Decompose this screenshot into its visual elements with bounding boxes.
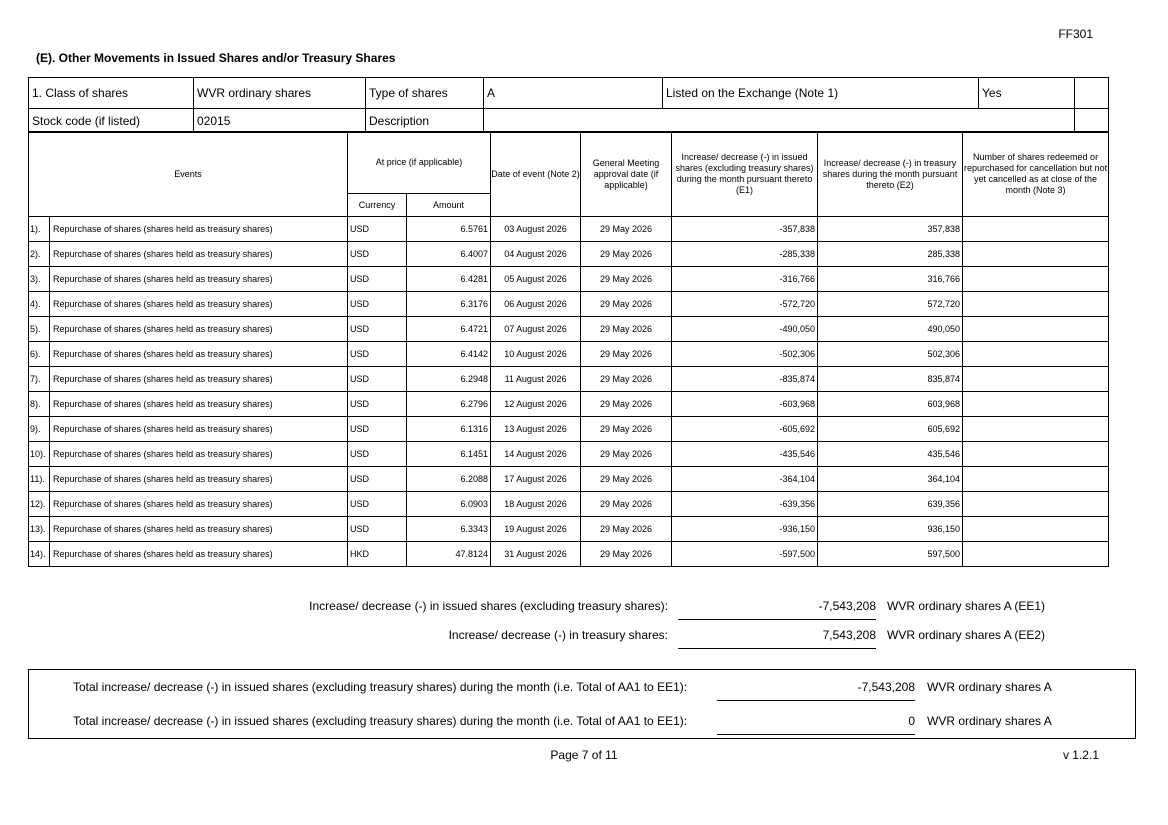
event-description: Repurchase of shares (shares held as treasury shares) xyxy=(50,292,348,317)
event-date-cell: 10 August 2026 xyxy=(491,342,581,367)
e1-change-cell: -835,874 xyxy=(672,367,818,392)
row-index: 11). xyxy=(29,467,50,492)
redeemed-cell xyxy=(963,392,1109,417)
listed-value: Yes xyxy=(979,78,1075,109)
e2-change-cell: 835,874 xyxy=(818,367,963,392)
currency-cell: USD xyxy=(348,267,407,292)
e1-change-cell: -364,104 xyxy=(672,467,818,492)
col-currency: Currency xyxy=(348,194,407,217)
e1-change-cell: -639,356 xyxy=(672,492,818,517)
redeemed-cell xyxy=(963,492,1109,517)
e2-change-cell: 572,720 xyxy=(818,292,963,317)
e1-change-cell: -285,338 xyxy=(672,242,818,267)
total-line1-unit: WVR ordinary shares A xyxy=(927,680,1052,694)
events-table xyxy=(28,131,1109,567)
table-row xyxy=(29,417,1109,442)
table-row xyxy=(29,542,1109,567)
table-row xyxy=(29,517,1109,542)
total-line2-unit: WVR ordinary shares A xyxy=(927,714,1052,728)
row-index: 3). xyxy=(29,267,50,292)
event-date-cell: 04 August 2026 xyxy=(491,242,581,267)
description-value xyxy=(484,109,1075,133)
class-of-shares-label: 1. Class of shares xyxy=(29,78,194,109)
event-description: Repurchase of shares (shares held as treasury shares) xyxy=(50,267,348,292)
event-description: Repurchase of shares (shares held as treasury shares) xyxy=(50,242,348,267)
row-index: 7). xyxy=(29,367,50,392)
currency-cell: USD xyxy=(348,492,407,517)
event-description: Repurchase of shares (shares held as treasury shares) xyxy=(50,442,348,467)
event-date-cell: 03 August 2026 xyxy=(491,217,581,242)
stock-code-value: 02015 xyxy=(194,109,366,133)
e2-change-cell: 285,338 xyxy=(818,242,963,267)
table-row xyxy=(29,342,1109,367)
col-date: Date of event (Note 2) xyxy=(491,132,581,217)
currency-cell: USD xyxy=(348,367,407,392)
e1-change-cell: -597,500 xyxy=(672,542,818,567)
class-of-shares-value: WVR ordinary shares xyxy=(194,78,366,109)
events-body xyxy=(29,217,1109,567)
currency-cell: HKD xyxy=(348,542,407,567)
share-class-header xyxy=(28,77,1109,133)
col-redeemed: Number of shares redeemed or repurchased for cancellation but not yet cancelled as at close of the month (Note 3) xyxy=(963,132,1109,217)
e2-change-cell: 364,104 xyxy=(818,467,963,492)
form-code: FF301 xyxy=(1058,27,1093,41)
gm-approval-date-cell: 29 May 2026 xyxy=(581,367,672,392)
currency-cell: USD xyxy=(348,317,407,342)
listed-extra-cell xyxy=(1075,78,1109,109)
table-row xyxy=(29,492,1109,517)
table-row xyxy=(29,392,1109,417)
event-date-cell: 18 August 2026 xyxy=(491,492,581,517)
row-index: 2). xyxy=(29,242,50,267)
ee1-label: Increase/ decrease (-) in issued shares (excluding treasury shares): xyxy=(309,599,668,613)
gm-approval-date-cell: 29 May 2026 xyxy=(581,542,672,567)
total-line1-value: -7,543,208 xyxy=(717,680,915,701)
totals-box xyxy=(28,669,1136,739)
redeemed-cell xyxy=(963,267,1109,292)
col-at-price: At price (if applicable) xyxy=(348,132,491,194)
event-description: Repurchase of shares (shares held as treasury shares) xyxy=(50,492,348,517)
redeemed-cell xyxy=(963,417,1109,442)
amount-cell: 6.1316 xyxy=(407,417,491,442)
e2-change-cell: 357,838 xyxy=(818,217,963,242)
table-row xyxy=(29,317,1109,342)
redeemed-cell xyxy=(963,242,1109,267)
e2-change-cell: 936,150 xyxy=(818,517,963,542)
description-label: Description xyxy=(366,109,484,133)
currency-cell: USD xyxy=(348,342,407,367)
e1-change-cell: -357,838 xyxy=(672,217,818,242)
e1-change-cell: -603,968 xyxy=(672,392,818,417)
listed-label: Listed on the Exchange (Note 1) xyxy=(663,78,979,109)
ee1-unit: WVR ordinary shares A (EE1) xyxy=(887,599,1046,613)
currency-cell: USD xyxy=(348,467,407,492)
gm-approval-date-cell: 29 May 2026 xyxy=(581,492,672,517)
currency-cell: USD xyxy=(348,217,407,242)
redeemed-cell xyxy=(963,367,1109,392)
col-amount: Amount xyxy=(407,194,491,217)
row-index: 13). xyxy=(29,517,50,542)
row-index: 5). xyxy=(29,317,50,342)
event-date-cell: 19 August 2026 xyxy=(491,517,581,542)
e2-change-cell: 597,500 xyxy=(818,542,963,567)
currency-cell: USD xyxy=(348,292,407,317)
e1-change-cell: -490,050 xyxy=(672,317,818,342)
total-line2-value: 0 xyxy=(717,714,915,735)
redeemed-cell xyxy=(963,442,1109,467)
table-row xyxy=(29,467,1109,492)
row-index: 14). xyxy=(29,542,50,567)
table-row xyxy=(29,367,1109,392)
section-title: (E). Other Movements in Issued Shares and/or Treasury Shares xyxy=(36,51,396,65)
row-index: 6). xyxy=(29,342,50,367)
amount-cell: 6.4007 xyxy=(407,242,491,267)
amount-cell: 6.3176 xyxy=(407,292,491,317)
gm-approval-date-cell: 29 May 2026 xyxy=(581,217,672,242)
redeemed-cell xyxy=(963,217,1109,242)
e2-change-cell: 435,546 xyxy=(818,442,963,467)
e2-change-cell: 639,356 xyxy=(818,492,963,517)
gm-approval-date-cell: 29 May 2026 xyxy=(581,392,672,417)
amount-cell: 6.4142 xyxy=(407,342,491,367)
table-row xyxy=(29,217,1109,242)
event-date-cell: 05 August 2026 xyxy=(491,267,581,292)
currency-cell: USD xyxy=(348,392,407,417)
amount-cell: 6.1451 xyxy=(407,442,491,467)
event-description: Repurchase of shares (shares held as treasury shares) xyxy=(50,342,348,367)
ee2-unit: WVR ordinary shares A (EE2) xyxy=(887,628,1046,642)
e1-change-cell: -435,546 xyxy=(672,442,818,467)
row-index: 12). xyxy=(29,492,50,517)
currency-cell: USD xyxy=(348,242,407,267)
amount-cell: 6.3343 xyxy=(407,517,491,542)
event-description: Repurchase of shares (shares held as treasury shares) xyxy=(50,517,348,542)
gm-approval-date-cell: 29 May 2026 xyxy=(581,417,672,442)
redeemed-cell xyxy=(963,292,1109,317)
col-e2: Increase/ decrease (-) in treasury shares during the month pursuant thereto (E2) xyxy=(818,132,963,217)
event-date-cell: 06 August 2026 xyxy=(491,292,581,317)
ee2-label: Increase/ decrease (-) in treasury shares: xyxy=(448,628,668,642)
redeemed-cell xyxy=(963,542,1109,567)
redeemed-cell xyxy=(963,317,1109,342)
table-row xyxy=(29,442,1109,467)
event-date-cell: 13 August 2026 xyxy=(491,417,581,442)
total-line1-label: Total increase/ decrease (-) in issued shares (excluding treasury shares) during the month (i.e. Total of AA1 to EE1): xyxy=(73,680,688,694)
amount-cell: 6.4281 xyxy=(407,267,491,292)
e1-change-cell: -572,720 xyxy=(672,292,818,317)
row-index: 9). xyxy=(29,417,50,442)
page-number: Page 7 of 11 xyxy=(550,748,618,762)
event-date-cell: 17 August 2026 xyxy=(491,467,581,492)
redeemed-cell xyxy=(963,342,1109,367)
version-label: v 1.2.1 xyxy=(1062,748,1099,762)
col-gm-approval: General Meeting approval date (if applicable) xyxy=(581,132,672,217)
row-index: 1). xyxy=(29,217,50,242)
table-row xyxy=(29,242,1109,267)
event-date-cell: 11 August 2026 xyxy=(491,367,581,392)
event-description: Repurchase of shares (shares held as treasury shares) xyxy=(50,542,348,567)
e1-change-cell: -502,306 xyxy=(672,342,818,367)
gm-approval-date-cell: 29 May 2026 xyxy=(581,517,672,542)
total-line2-label: Total increase/ decrease (-) in issued shares (excluding treasury shares) during the month (i.e. Total of AA1 to EE1): xyxy=(73,714,688,728)
currency-cell: USD xyxy=(348,417,407,442)
gm-approval-date-cell: 29 May 2026 xyxy=(581,242,672,267)
gm-approval-date-cell: 29 May 2026 xyxy=(581,442,672,467)
e1-change-cell: -316,766 xyxy=(672,267,818,292)
gm-approval-date-cell: 29 May 2026 xyxy=(581,342,672,367)
amount-cell: 6.0903 xyxy=(407,492,491,517)
stock-code-label: Stock code (if listed) xyxy=(29,109,194,133)
ee2-value: 7,543,208 xyxy=(678,628,876,649)
event-description: Repurchase of shares (shares held as treasury shares) xyxy=(50,217,348,242)
type-of-shares-value: A xyxy=(484,78,663,109)
row-index: 8). xyxy=(29,392,50,417)
amount-cell: 6.2948 xyxy=(407,367,491,392)
event-date-cell: 31 August 2026 xyxy=(491,542,581,567)
event-description: Repurchase of shares (shares held as treasury shares) xyxy=(50,367,348,392)
redeemed-cell xyxy=(963,517,1109,542)
event-description: Repurchase of shares (shares held as treasury shares) xyxy=(50,417,348,442)
col-events: Events xyxy=(29,132,348,217)
amount-cell: 6.4721 xyxy=(407,317,491,342)
event-description: Repurchase of shares (shares held as treasury shares) xyxy=(50,392,348,417)
e2-change-cell: 605,692 xyxy=(818,417,963,442)
e2-change-cell: 502,306 xyxy=(818,342,963,367)
e2-change-cell: 316,766 xyxy=(818,267,963,292)
e2-change-cell: 603,968 xyxy=(818,392,963,417)
row-index: 4). xyxy=(29,292,50,317)
type-of-shares-label: Type of shares xyxy=(366,78,484,109)
event-date-cell: 14 August 2026 xyxy=(491,442,581,467)
event-description: Repurchase of shares (shares held as treasury shares) xyxy=(50,317,348,342)
col-e1: Increase/ decrease (-) in issued shares (excluding treasury shares) during the month pursuant thereto (E1) xyxy=(672,132,818,217)
e2-change-cell: 490,050 xyxy=(818,317,963,342)
gm-approval-date-cell: 29 May 2026 xyxy=(581,467,672,492)
description-extra-cell xyxy=(1075,109,1109,133)
event-date-cell: 12 August 2026 xyxy=(491,392,581,417)
event-description: Repurchase of shares (shares held as treasury shares) xyxy=(50,467,348,492)
row-index: 10). xyxy=(29,442,50,467)
amount-cell: 6.2088 xyxy=(407,467,491,492)
gm-approval-date-cell: 29 May 2026 xyxy=(581,317,672,342)
gm-approval-date-cell: 29 May 2026 xyxy=(581,292,672,317)
currency-cell: USD xyxy=(348,517,407,542)
gm-approval-date-cell: 29 May 2026 xyxy=(581,267,672,292)
redeemed-cell xyxy=(963,467,1109,492)
table-row xyxy=(29,267,1109,292)
table-row xyxy=(29,292,1109,317)
ee1-value: -7,543,208 xyxy=(678,599,876,620)
e1-change-cell: -605,692 xyxy=(672,417,818,442)
amount-cell: 47.8124 xyxy=(407,542,491,567)
e1-change-cell: -936,150 xyxy=(672,517,818,542)
amount-cell: 6.5761 xyxy=(407,217,491,242)
amount-cell: 6.2796 xyxy=(407,392,491,417)
currency-cell: USD xyxy=(348,442,407,467)
event-date-cell: 07 August 2026 xyxy=(491,317,581,342)
